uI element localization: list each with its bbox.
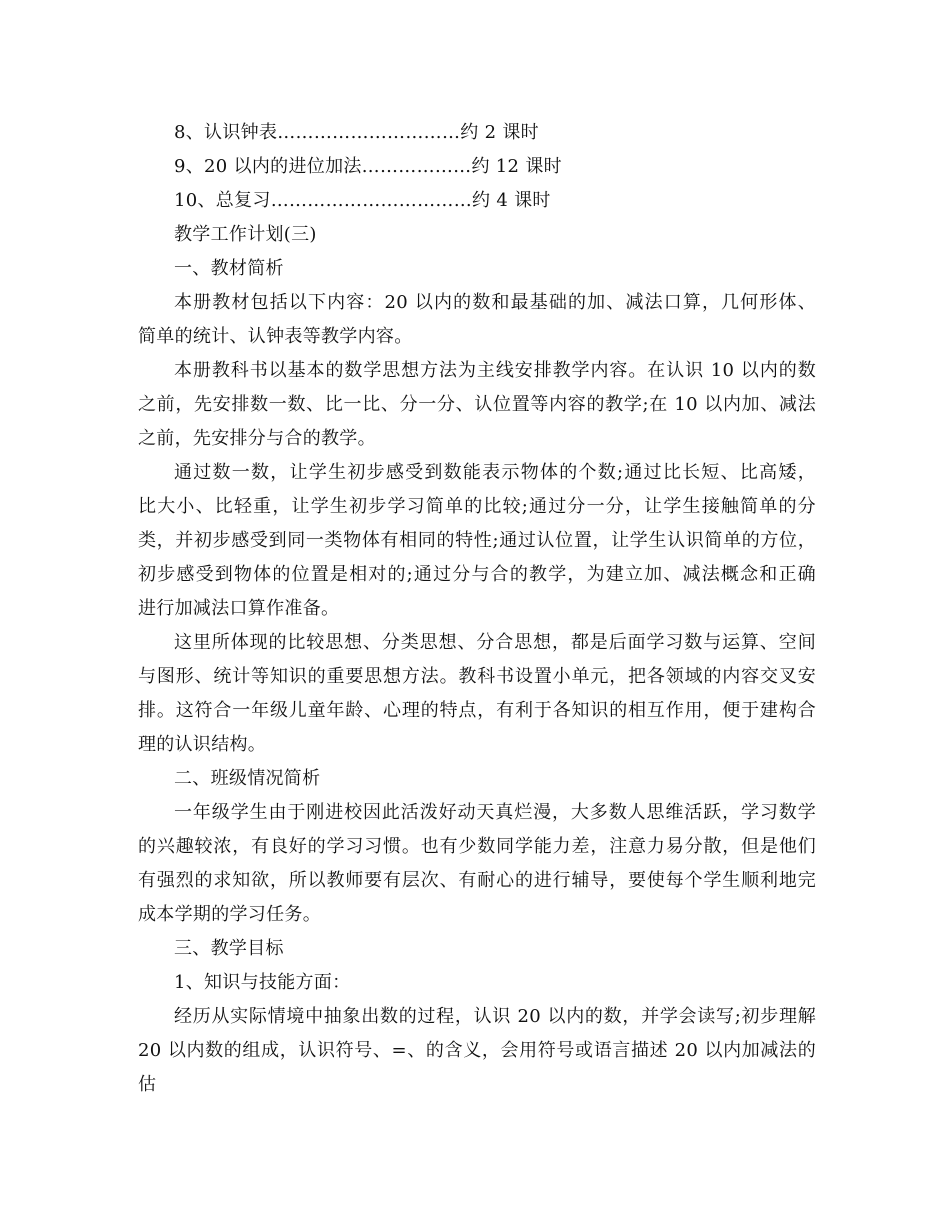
text-line: 20 以内数的组成，认识符号、=、的含义，会用符号或语言描述 20 以内加减法的估: [138, 1040, 816, 1095]
text-line: 初步感受到物体的位置是相对的;通过分与合的教学，为建立加、减法概念和正确: [138, 564, 816, 585]
text-line: 9、20 以内的进位加法………………约 12 课时: [174, 156, 562, 177]
text-line: 1、知识与技能方面：: [174, 972, 351, 993]
text-line: 这里所体现的比较思想、分类思想、分合思想，都是后面学习数与运算、空间: [174, 632, 816, 653]
text-line: 类，并初步感受到同一类物体有相同的特性;通过认位置，让学生认识简单的方位，: [138, 530, 816, 551]
text-line: 本册教科书以基本的数学思想方法为主线安排教学内容。在认识 10 以内的数: [174, 360, 816, 381]
text-line: 一年级学生由于刚进校因此活泼好动天真烂漫，大多数人思维活跃，学习数学: [174, 802, 816, 823]
text-line: 之前，先安排分与合的教学。: [138, 428, 376, 449]
text-line: 成本学期的学习任务。: [138, 904, 321, 925]
text-line: 经历从实际情境中抽象出数的过程，认识 20 以内的数，并学会读写;初步理解: [174, 1006, 816, 1027]
text-line: 本册教材包括以下内容：20 以内的数和最基础的加、减法口算，几何形体、: [174, 292, 816, 313]
text-line: 与图形、统计等知识的重要思想方法。教科书设置小单元，把各领域的内容交叉安: [138, 666, 816, 687]
text-line: 进行加减法口算作准备。: [138, 598, 340, 619]
text-line: 8、认识钟表…………………………约 2 课时: [174, 122, 539, 143]
text-line: 简单的统计、认钟表等教学内容。: [138, 326, 413, 347]
text-line: 一、教材简析: [174, 258, 284, 279]
text-line: 10、总复习……………………………约 4 课时: [174, 190, 551, 211]
text-line: 的兴趣较浓，有良好的学习习惯。也有少数同学能力差，注意力易分散，但是他们: [138, 836, 816, 857]
text-line: 之前，先安排数一数、比一比、分一分、认位置等内容的教学;在 10 以内加、减法: [138, 394, 816, 415]
document-page: [138, 116, 816, 1095]
text-line: 教学工作计划(三): [174, 224, 317, 245]
text-line: 三、教学目标: [174, 938, 284, 959]
text-line: 有强烈的求知欲，所以教师要有层次、有耐心的进行辅导，要使每个学生顺利地完: [138, 870, 816, 891]
text-line: 比大小、比轻重，让学生初步学习简单的比较;通过分一分，让学生接触简单的分: [138, 496, 816, 517]
text-line: 二、班级情况简析: [174, 768, 321, 789]
text-line: 理的认识结构。: [138, 734, 267, 755]
text-line: 通过数一数，让学生初步感受到数能表示物体的个数;通过比长短、比高矮，: [174, 462, 816, 483]
text-line: 排。这符合一年级儿童年龄、心理的特点，有利于各知识的相互作用，便于建构合: [138, 700, 816, 721]
